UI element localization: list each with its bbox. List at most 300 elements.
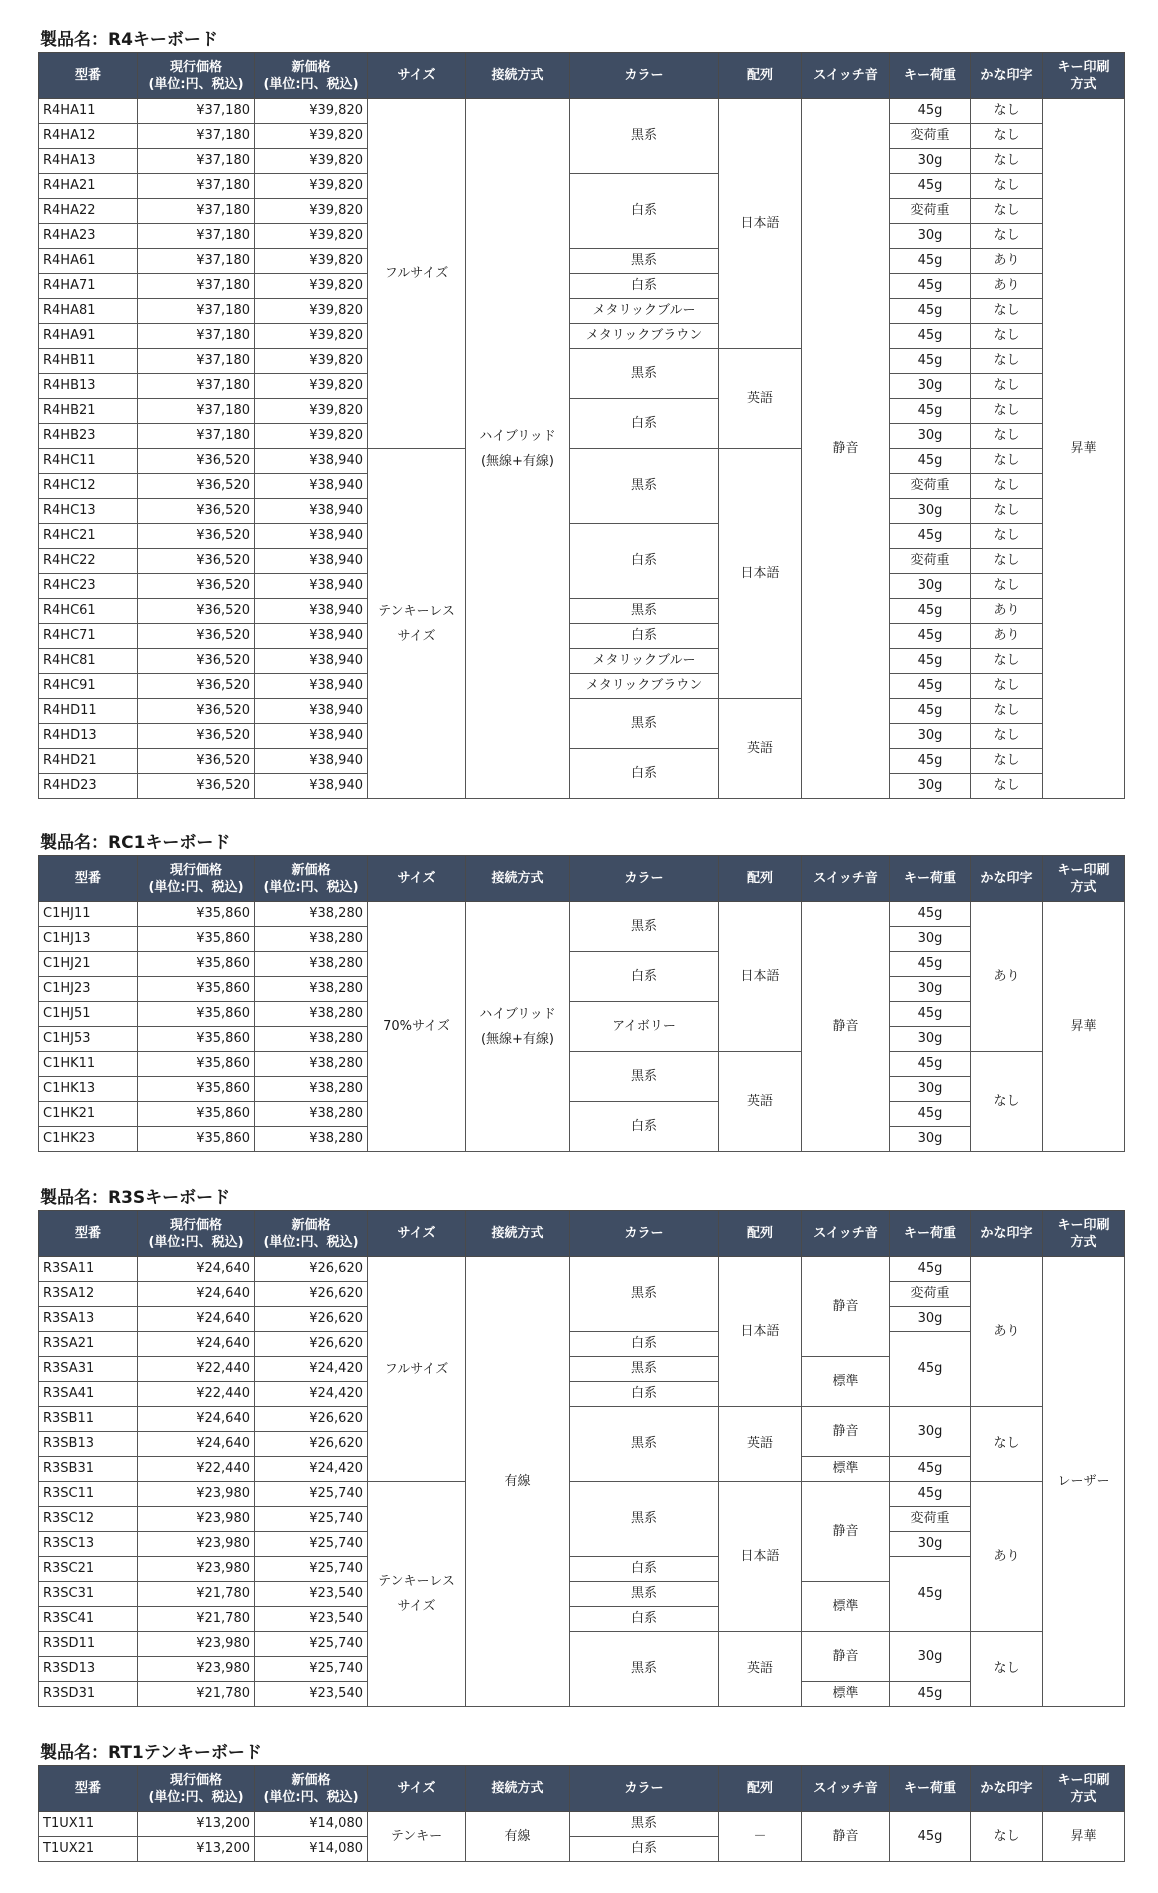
key-weight-cell: 30g <box>890 149 971 174</box>
new-price-cell: ¥26,620 <box>255 1432 368 1457</box>
key-weight-cell: 30g <box>890 1407 971 1457</box>
kana-cell: なし <box>971 699 1043 724</box>
key-weight-cell: 30g <box>890 499 971 524</box>
kana-cell: なし <box>971 499 1043 524</box>
key-weight-cell: 45g <box>890 249 971 274</box>
layout-cell: 日本語 <box>719 1257 802 1407</box>
model-cell: C1HJ13 <box>39 927 138 952</box>
key-weight-cell: 45g <box>890 349 971 374</box>
key-weight-cell: 45g <box>890 1102 971 1127</box>
table-row <box>39 1332 1125 1357</box>
model-cell: R4HC61 <box>39 599 138 624</box>
model-cell: R3SC41 <box>39 1607 138 1632</box>
switch-sound-cell: 静音 <box>802 1632 890 1682</box>
model-cell: R4HC81 <box>39 649 138 674</box>
header-new-price: 新価格 (単位:円、税込) <box>255 1766 368 1812</box>
current-price-cell: ¥37,180 <box>138 124 255 149</box>
layout-cell: 英語 <box>719 1632 802 1707</box>
new-price-cell: ¥38,940 <box>255 649 368 674</box>
new-price-cell: ¥38,940 <box>255 499 368 524</box>
color-cell: 白系 <box>570 1607 719 1632</box>
new-price-cell: ¥25,740 <box>255 1632 368 1657</box>
new-price-cell: ¥38,940 <box>255 524 368 549</box>
header-print-method: キー印刷 方式 <box>1043 856 1125 902</box>
current-price-cell: ¥13,200 <box>138 1837 255 1862</box>
new-price-cell: ¥38,940 <box>255 574 368 599</box>
table-row <box>39 674 1125 699</box>
new-price-cell: ¥23,540 <box>255 1607 368 1632</box>
switch-sound-cell: 標準 <box>802 1682 890 1707</box>
size-cell: フルサイズ <box>368 1257 466 1482</box>
kana-cell: なし <box>971 574 1043 599</box>
new-price-cell: ¥39,820 <box>255 149 368 174</box>
current-price-cell: ¥35,860 <box>138 952 255 977</box>
header-new-price: 新価格 (単位:円、税込) <box>255 856 368 902</box>
new-price-cell: ¥38,280 <box>255 952 368 977</box>
connection-cell: ハイブリッド (無線+有線) <box>466 902 570 1152</box>
table-row <box>39 1102 1125 1127</box>
section-title: 製品名：R3Sキーボード <box>40 1188 231 1208</box>
header-current-price: 現行価格 (単位:円、税込) <box>138 1211 255 1257</box>
header-connection: 接続方式 <box>466 1766 570 1812</box>
switch-sound-cell: 静音 <box>802 902 890 1152</box>
current-price-cell: ¥37,180 <box>138 324 255 349</box>
new-price-cell: ¥38,940 <box>255 624 368 649</box>
key-weight-cell: 45g <box>890 1002 971 1027</box>
current-price-cell: ¥36,520 <box>138 699 255 724</box>
kana-cell: なし <box>971 1052 1043 1152</box>
key-weight-cell: 45g <box>890 599 971 624</box>
layout-cell: 日本語 <box>719 449 802 699</box>
current-price-cell: ¥23,980 <box>138 1557 255 1582</box>
header-row <box>39 856 1125 902</box>
current-price-cell: ¥36,520 <box>138 474 255 499</box>
layout-cell: 英語 <box>719 1407 802 1482</box>
kana-cell: なし <box>971 549 1043 574</box>
new-price-cell: ¥38,280 <box>255 977 368 1002</box>
model-cell: C1HJ53 <box>39 1027 138 1052</box>
model-cell: R3SC13 <box>39 1532 138 1557</box>
size-cell: フルサイズ <box>368 99 466 449</box>
section-title: 製品名：RT1テンキーボード <box>40 1743 262 1763</box>
current-price-cell: ¥36,520 <box>138 549 255 574</box>
table-row <box>39 1632 1125 1657</box>
new-price-cell: ¥14,080 <box>255 1837 368 1862</box>
key-weight-cell: 45g <box>890 1682 971 1707</box>
model-cell: R3SD13 <box>39 1657 138 1682</box>
model-cell: R4HD21 <box>39 749 138 774</box>
new-price-cell: ¥39,820 <box>255 199 368 224</box>
current-price-cell: ¥35,860 <box>138 927 255 952</box>
current-price-cell: ¥23,980 <box>138 1507 255 1532</box>
table-row <box>39 249 1125 274</box>
kana-cell: なし <box>971 199 1043 224</box>
new-price-cell: ¥39,820 <box>255 174 368 199</box>
header-key-weight: キー荷重 <box>890 856 971 902</box>
new-price-cell: ¥39,820 <box>255 249 368 274</box>
current-price-cell: ¥37,180 <box>138 349 255 374</box>
kana-cell: なし <box>971 674 1043 699</box>
key-weight-cell: 30g <box>890 1632 971 1682</box>
model-cell: R4HA13 <box>39 149 138 174</box>
header-key-weight: キー荷重 <box>890 1766 971 1812</box>
color-cell: メタリックブルー <box>570 299 719 324</box>
connection-cell: 有線 <box>466 1257 570 1707</box>
model-cell: R4HA91 <box>39 324 138 349</box>
header-new-price: 新価格 (単位:円、税込) <box>255 1211 368 1257</box>
model-cell: R4HA71 <box>39 274 138 299</box>
color-cell: 白系 <box>570 274 719 299</box>
current-price-cell: ¥35,860 <box>138 1027 255 1052</box>
key-weight-cell: 30g <box>890 977 971 1002</box>
model-cell: R4HD13 <box>39 724 138 749</box>
key-weight-cell: 45g <box>890 1812 971 1862</box>
header-size: サイズ <box>368 53 466 99</box>
new-price-cell: ¥26,620 <box>255 1407 368 1432</box>
kana-cell: なし <box>971 1407 1043 1482</box>
new-price-cell: ¥38,280 <box>255 1052 368 1077</box>
table-row <box>39 349 1125 374</box>
kana-cell: なし <box>971 99 1043 124</box>
header-color: カラー <box>570 1211 719 1257</box>
section-title: 製品名：RC1キーボード <box>40 833 231 853</box>
table-row <box>39 599 1125 624</box>
color-cell: 白系 <box>570 1557 719 1582</box>
new-price-cell: ¥38,940 <box>255 724 368 749</box>
kana-cell: あり <box>971 1482 1043 1632</box>
header-size: サイズ <box>368 1211 466 1257</box>
model-cell: T1UX21 <box>39 1837 138 1862</box>
key-weight-cell: 30g <box>890 224 971 249</box>
current-price-cell: ¥36,520 <box>138 649 255 674</box>
kana-cell: なし <box>971 649 1043 674</box>
color-cell: 黒系 <box>570 1482 719 1557</box>
key-weight-cell: 45g <box>890 1482 971 1507</box>
switch-sound-cell: 標準 <box>802 1357 890 1407</box>
header-layout: 配列 <box>719 53 802 99</box>
key-weight-cell: 変荷重 <box>890 199 971 224</box>
color-cell: 黒系 <box>570 99 719 174</box>
current-price-cell: ¥36,520 <box>138 599 255 624</box>
key-weight-cell: 45g <box>890 699 971 724</box>
current-price-cell: ¥23,980 <box>138 1532 255 1557</box>
connection-cell: 有線 <box>466 1812 570 1862</box>
new-price-cell: ¥39,820 <box>255 274 368 299</box>
current-price-cell: ¥37,180 <box>138 174 255 199</box>
print-method-cell: レーザー <box>1043 1257 1125 1707</box>
kana-cell: なし <box>971 474 1043 499</box>
connection-cell: ハイブリッド (無線+有線) <box>466 99 570 799</box>
color-cell: 白系 <box>570 1102 719 1152</box>
color-cell: 白系 <box>570 174 719 249</box>
current-price-cell: ¥35,860 <box>138 1052 255 1077</box>
current-price-cell: ¥13,200 <box>138 1812 255 1837</box>
header-new-price: 新価格 (単位:円、税込) <box>255 53 368 99</box>
kana-cell: あり <box>971 902 1043 1052</box>
current-price-cell: ¥36,520 <box>138 449 255 474</box>
key-weight-cell: 45g <box>890 674 971 699</box>
color-cell: 黒系 <box>570 1632 719 1707</box>
current-price-cell: ¥37,180 <box>138 199 255 224</box>
current-price-cell: ¥36,520 <box>138 724 255 749</box>
model-cell: R3SB11 <box>39 1407 138 1432</box>
spec-table <box>38 1765 1125 1862</box>
header-kana: かな印字 <box>971 53 1043 99</box>
kana-cell: なし <box>971 774 1043 799</box>
table-row <box>39 699 1125 724</box>
new-price-cell: ¥39,820 <box>255 124 368 149</box>
new-price-cell: ¥14,080 <box>255 1812 368 1837</box>
table-row <box>39 902 1125 927</box>
model-cell: C1HJ21 <box>39 952 138 977</box>
layout-cell: － <box>719 1812 802 1862</box>
kana-cell: なし <box>971 324 1043 349</box>
kana-cell: なし <box>971 299 1043 324</box>
size-cell: テンキーレス サイズ <box>368 449 466 799</box>
current-price-cell: ¥22,440 <box>138 1382 255 1407</box>
current-price-cell: ¥35,860 <box>138 1077 255 1102</box>
current-price-cell: ¥35,860 <box>138 977 255 1002</box>
table-row <box>39 1557 1125 1582</box>
header-connection: 接続方式 <box>466 856 570 902</box>
color-cell: メタリックブルー <box>570 649 719 674</box>
model-cell: C1HJ51 <box>39 1002 138 1027</box>
color-cell: 黒系 <box>570 1582 719 1607</box>
switch-sound-cell: 静音 <box>802 1482 890 1582</box>
current-price-cell: ¥23,980 <box>138 1632 255 1657</box>
new-price-cell: ¥26,620 <box>255 1332 368 1357</box>
model-cell: R3SD11 <box>39 1632 138 1657</box>
current-price-cell: ¥24,640 <box>138 1307 255 1332</box>
model-cell: R3SB13 <box>39 1432 138 1457</box>
new-price-cell: ¥39,820 <box>255 399 368 424</box>
model-cell: R3SA31 <box>39 1357 138 1382</box>
key-weight-cell: 45g <box>890 324 971 349</box>
color-cell: 黒系 <box>570 1052 719 1102</box>
key-weight-cell: 45g <box>890 449 971 474</box>
key-weight-cell: 45g <box>890 649 971 674</box>
header-current-price: 現行価格 (単位:円、税込) <box>138 856 255 902</box>
new-price-cell: ¥38,940 <box>255 749 368 774</box>
current-price-cell: ¥36,520 <box>138 749 255 774</box>
layout-cell: 日本語 <box>719 99 802 349</box>
model-cell: R4HA81 <box>39 299 138 324</box>
new-price-cell: ¥38,940 <box>255 674 368 699</box>
current-price-cell: ¥21,780 <box>138 1607 255 1632</box>
color-cell: 白系 <box>570 1332 719 1357</box>
color-cell: 黒系 <box>570 699 719 749</box>
model-cell: R4HA12 <box>39 124 138 149</box>
table-row <box>39 299 1125 324</box>
key-weight-cell: 45g <box>890 1332 971 1407</box>
model-cell: C1HJ23 <box>39 977 138 1002</box>
color-cell: 白系 <box>570 1382 719 1407</box>
new-price-cell: ¥39,820 <box>255 374 368 399</box>
switch-sound-cell: 標準 <box>802 1582 890 1632</box>
table-row <box>39 1052 1125 1077</box>
model-cell: R4HA61 <box>39 249 138 274</box>
model-cell: R4HC91 <box>39 674 138 699</box>
current-price-cell: ¥37,180 <box>138 424 255 449</box>
current-price-cell: ¥21,780 <box>138 1682 255 1707</box>
switch-sound-cell: 静音 <box>802 1257 890 1357</box>
current-price-cell: ¥35,860 <box>138 1002 255 1027</box>
key-weight-cell: 30g <box>890 774 971 799</box>
key-weight-cell: 30g <box>890 1027 971 1052</box>
header-current-price: 現行価格 (単位:円、税込) <box>138 1766 255 1812</box>
model-cell: R4HA23 <box>39 224 138 249</box>
model-cell: R4HB21 <box>39 399 138 424</box>
new-price-cell: ¥39,820 <box>255 349 368 374</box>
table-row <box>39 649 1125 674</box>
new-price-cell: ¥38,940 <box>255 699 368 724</box>
new-price-cell: ¥25,740 <box>255 1532 368 1557</box>
new-price-cell: ¥38,280 <box>255 902 368 927</box>
kana-cell: なし <box>971 224 1043 249</box>
kana-cell: なし <box>971 424 1043 449</box>
key-weight-cell: 30g <box>890 927 971 952</box>
key-weight-cell: 45g <box>890 99 971 124</box>
color-cell: 黒系 <box>570 1357 719 1382</box>
model-cell: R4HC23 <box>39 574 138 599</box>
current-price-cell: ¥24,640 <box>138 1332 255 1357</box>
model-cell: R4HC21 <box>39 524 138 549</box>
kana-cell: なし <box>971 724 1043 749</box>
header-row <box>39 1766 1125 1812</box>
model-cell: R4HD11 <box>39 699 138 724</box>
model-cell: R3SA12 <box>39 1282 138 1307</box>
new-price-cell: ¥38,280 <box>255 1027 368 1052</box>
new-price-cell: ¥39,820 <box>255 324 368 349</box>
model-cell: R3SC31 <box>39 1582 138 1607</box>
new-price-cell: ¥39,820 <box>255 424 368 449</box>
header-kana: かな印字 <box>971 1211 1043 1257</box>
current-price-cell: ¥24,640 <box>138 1432 255 1457</box>
size-cell: テンキーレス サイズ <box>368 1482 466 1707</box>
color-cell: 黒系 <box>570 249 719 274</box>
color-cell: 白系 <box>570 399 719 449</box>
color-cell: メタリックブラウン <box>570 674 719 699</box>
key-weight-cell: 30g <box>890 424 971 449</box>
model-cell: R4HC13 <box>39 499 138 524</box>
header-model: 型番 <box>39 53 138 99</box>
table-row <box>39 274 1125 299</box>
current-price-cell: ¥24,640 <box>138 1257 255 1282</box>
color-cell: アイボリー <box>570 1002 719 1052</box>
kana-cell: なし <box>971 1632 1043 1707</box>
model-cell: R4HA22 <box>39 199 138 224</box>
model-cell: R4HD23 <box>39 774 138 799</box>
header-size: サイズ <box>368 856 466 902</box>
header-key-weight: キー荷重 <box>890 1211 971 1257</box>
header-connection: 接続方式 <box>466 1211 570 1257</box>
model-cell: R4HC22 <box>39 549 138 574</box>
model-cell: R4HC11 <box>39 449 138 474</box>
layout-cell: 英語 <box>719 1052 802 1152</box>
model-cell: R3SA13 <box>39 1307 138 1332</box>
layout-cell: 日本語 <box>719 902 802 1052</box>
new-price-cell: ¥26,620 <box>255 1307 368 1332</box>
current-price-cell: ¥37,180 <box>138 374 255 399</box>
model-cell: R4HB11 <box>39 349 138 374</box>
table-row <box>39 524 1125 549</box>
switch-sound-cell: 静音 <box>802 1407 890 1457</box>
header-print-method: キー印刷 方式 <box>1043 1766 1125 1812</box>
header-kana: かな印字 <box>971 1766 1043 1812</box>
table-row <box>39 1002 1125 1027</box>
color-cell: 白系 <box>570 524 719 599</box>
spec-table <box>38 1210 1125 1707</box>
key-weight-cell: 45g <box>890 299 971 324</box>
new-price-cell: ¥24,420 <box>255 1457 368 1482</box>
kana-cell: なし <box>971 124 1043 149</box>
key-weight-cell: 45g <box>890 274 971 299</box>
kana-cell: あり <box>971 1257 1043 1407</box>
new-price-cell: ¥26,620 <box>255 1282 368 1307</box>
new-price-cell: ¥38,940 <box>255 474 368 499</box>
key-weight-cell: 45g <box>890 1457 971 1482</box>
switch-sound-cell: 標準 <box>802 1457 890 1482</box>
print-method-cell: 昇華 <box>1043 99 1125 799</box>
color-cell: 黒系 <box>570 1812 719 1837</box>
key-weight-cell: 変荷重 <box>890 549 971 574</box>
current-price-cell: ¥37,180 <box>138 299 255 324</box>
table-row <box>39 99 1125 124</box>
color-cell: 黒系 <box>570 599 719 624</box>
model-cell: R4HC12 <box>39 474 138 499</box>
current-price-cell: ¥36,520 <box>138 499 255 524</box>
color-cell: 黒系 <box>570 449 719 524</box>
table-row <box>39 399 1125 424</box>
color-cell: 白系 <box>570 749 719 799</box>
kana-cell: なし <box>971 449 1043 474</box>
new-price-cell: ¥38,940 <box>255 774 368 799</box>
model-cell: R3SC11 <box>39 1482 138 1507</box>
current-price-cell: ¥35,860 <box>138 1127 255 1152</box>
kana-cell: あり <box>971 249 1043 274</box>
kana-cell: なし <box>971 349 1043 374</box>
current-price-cell: ¥37,180 <box>138 99 255 124</box>
key-weight-cell: 30g <box>890 724 971 749</box>
kana-cell: なし <box>971 1812 1043 1862</box>
size-cell: 70%サイズ <box>368 902 466 1152</box>
color-cell: 黒系 <box>570 349 719 399</box>
size-cell: テンキー <box>368 1812 466 1862</box>
current-price-cell: ¥37,180 <box>138 224 255 249</box>
color-cell: 白系 <box>570 1837 719 1862</box>
new-price-cell: ¥25,740 <box>255 1507 368 1532</box>
header-row <box>39 1211 1125 1257</box>
current-price-cell: ¥36,520 <box>138 774 255 799</box>
model-cell: C1HK21 <box>39 1102 138 1127</box>
header-connection: 接続方式 <box>466 53 570 99</box>
key-weight-cell: 変荷重 <box>890 1282 971 1307</box>
header-row <box>39 53 1125 99</box>
current-price-cell: ¥37,180 <box>138 149 255 174</box>
color-cell: 黒系 <box>570 902 719 952</box>
table-row <box>39 1257 1125 1282</box>
header-size: サイズ <box>368 1766 466 1812</box>
table-row <box>39 624 1125 649</box>
layout-cell: 日本語 <box>719 1482 802 1632</box>
kana-cell: あり <box>971 274 1043 299</box>
header-switch-sound: スイッチ音 <box>802 856 890 902</box>
current-price-cell: ¥37,180 <box>138 249 255 274</box>
header-color: カラー <box>570 53 719 99</box>
new-price-cell: ¥38,280 <box>255 1002 368 1027</box>
model-cell: R4HA11 <box>39 99 138 124</box>
section-title: 製品名：R4キーボード <box>40 30 218 50</box>
